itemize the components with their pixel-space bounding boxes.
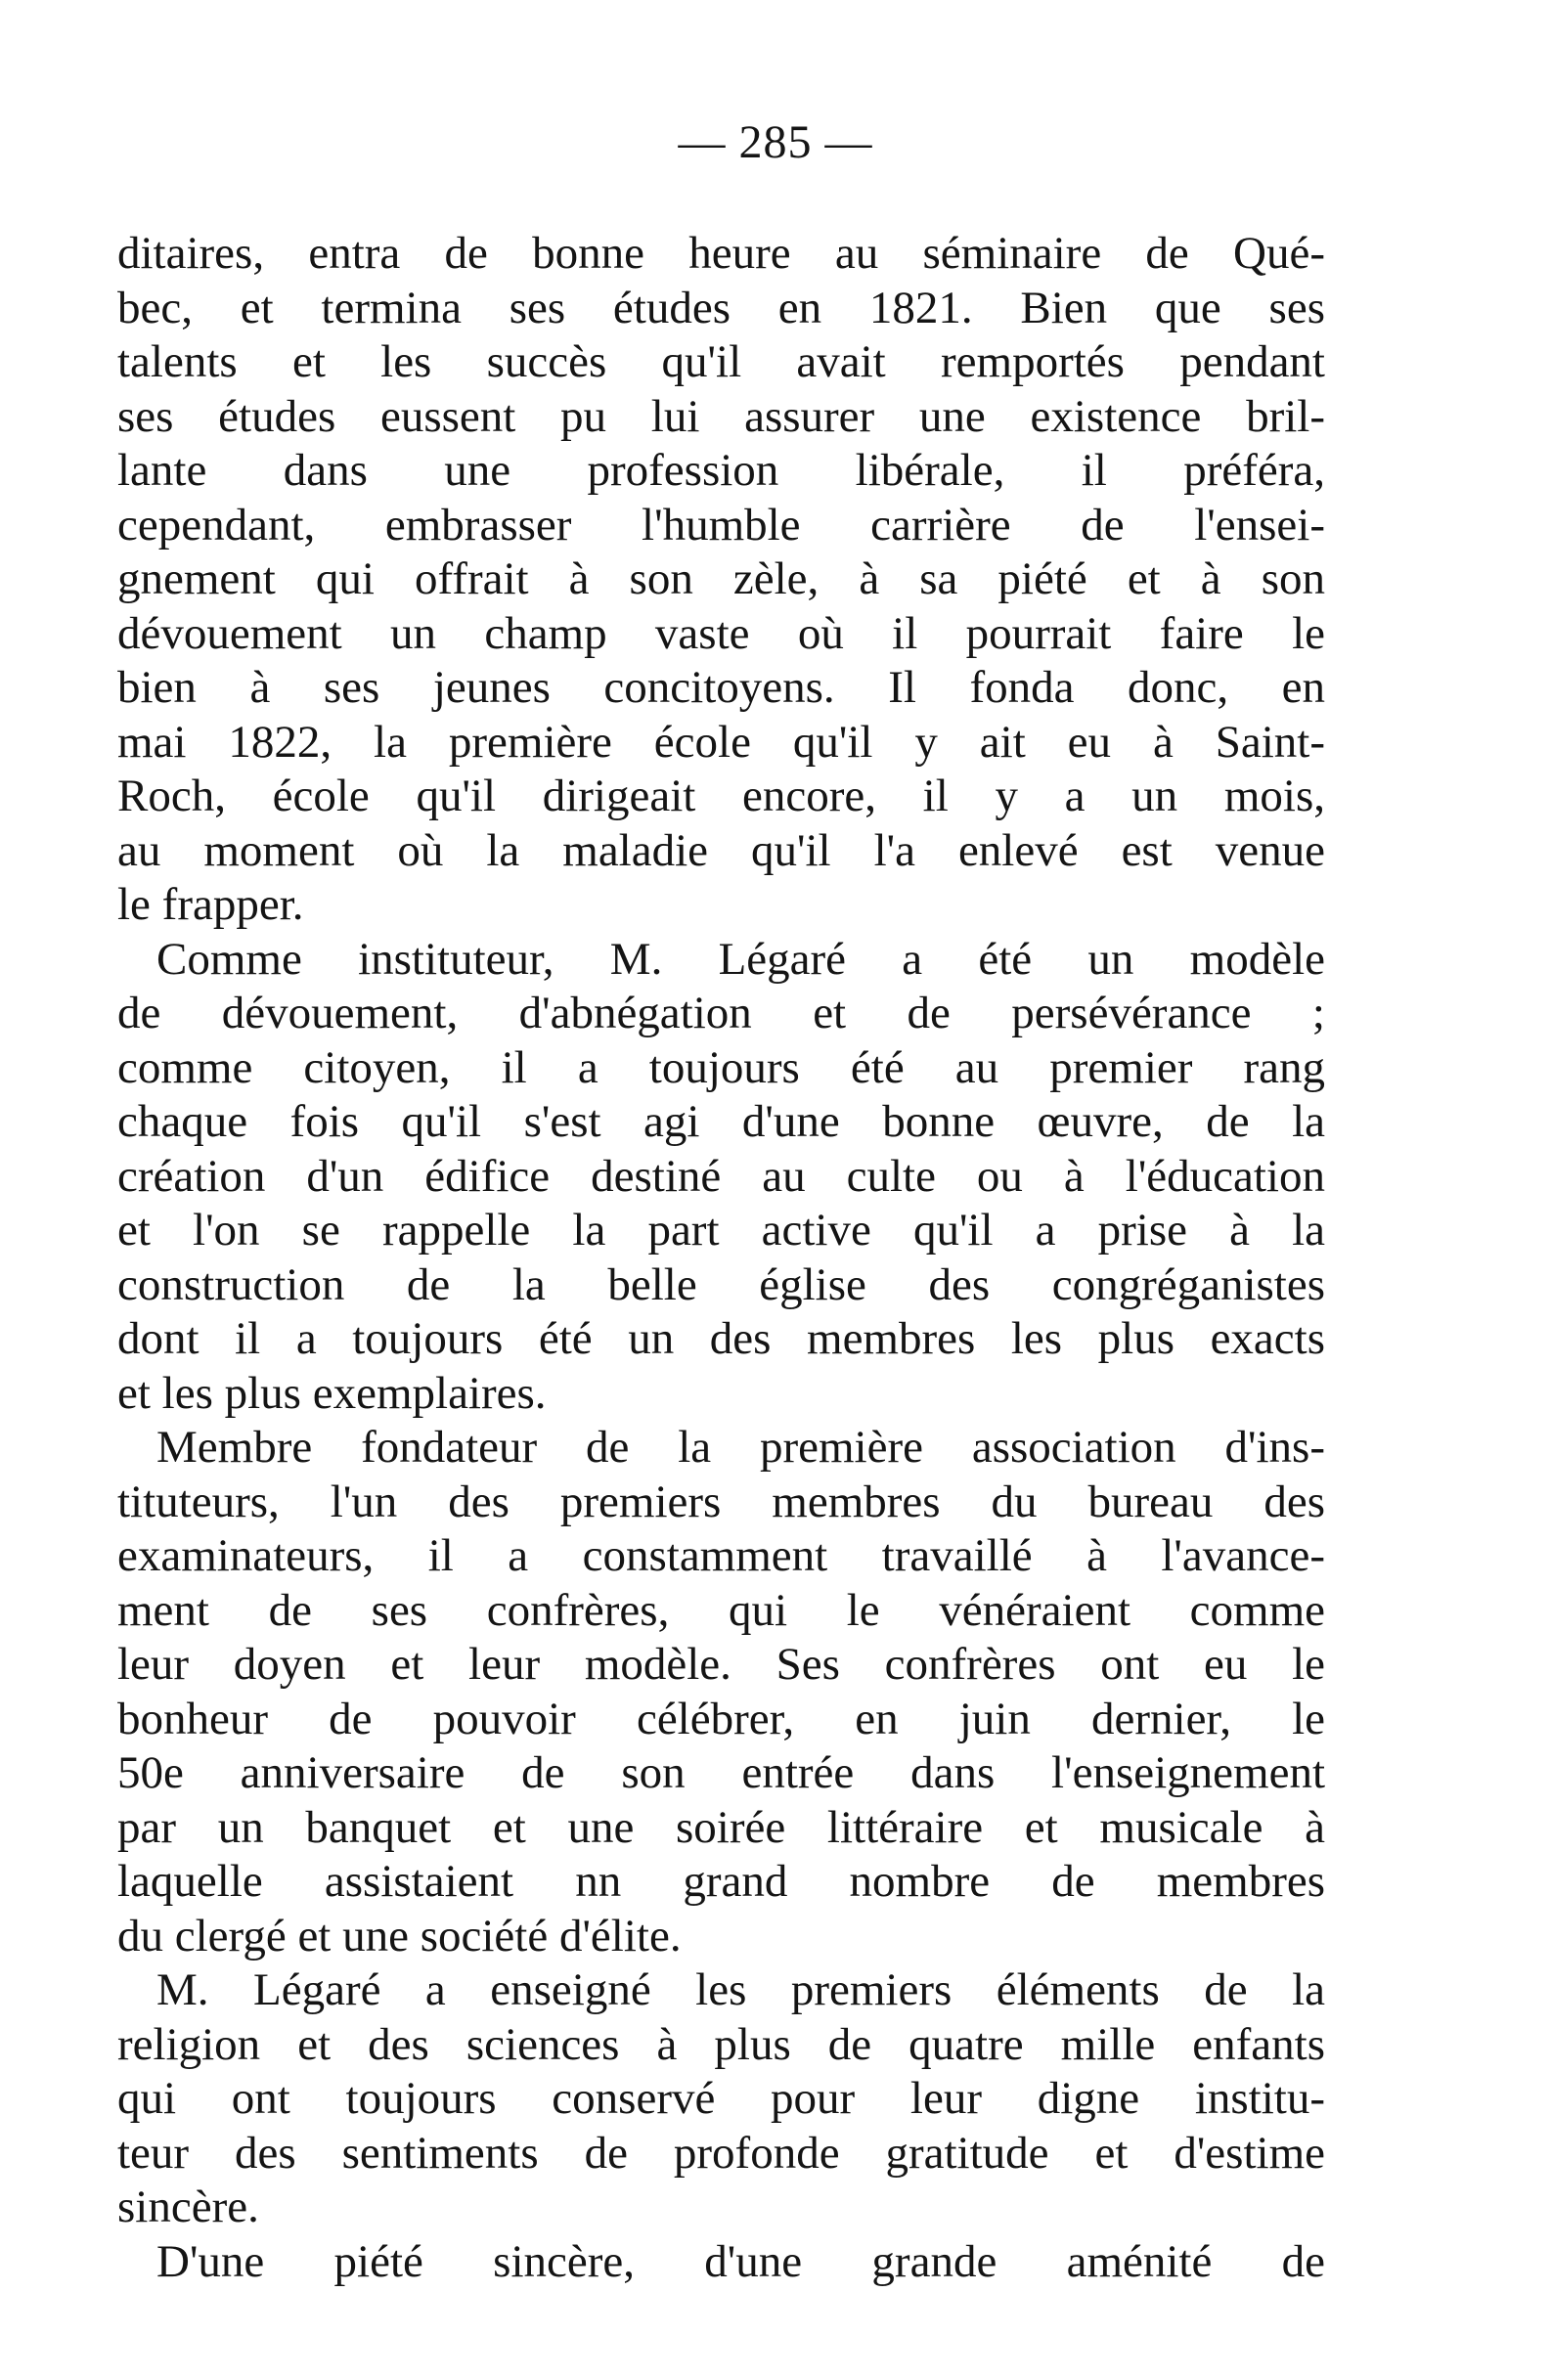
text-line: chaque fois qu'il s'est agi d'une bonne œuvre, de la [117,1096,1325,1147]
text-line: et l'on se rappelle la part active qu'il a prise à la [117,1205,1325,1256]
text-line: talents et les succès qu'il avait remportés pendant [117,336,1325,387]
text-line: bonheur de pouvoir célébrer, en juin dernier, le [117,1693,1325,1744]
text-line: 50e anniversaire de son entrée dans l'enseignement [117,1747,1325,1798]
paragraph-end-line: le frapper. [117,879,304,930]
paragraph-start-line: Membre fondateur de la première association d'ins- [156,1422,1325,1473]
paragraph-start-line: D'une piété sincère, d'une grande aménité de [156,2235,1325,2287]
text-line: laquelle assistaient nn grand nombre de membres [117,1856,1325,1907]
paragraph-end-line: du clergé et une société d'élite. [117,1910,682,1961]
paragraph-end-line: et les plus exemplaires. [117,1367,547,1419]
text-line: cependant, embrasser l'humble carrière de l'ensei- [117,499,1325,551]
text-line: gnement qui offrait à son zèle, à sa piété et à son [117,553,1325,604]
body-text [117,227,1325,2289]
text-line: bien à ses jeunes concitoyens. Il fonda donc, en [117,662,1325,713]
text-line: tituteurs, l'un des premiers membres du bureau des [117,1476,1325,1527]
text-line: création d'un édifice destiné au culte ou à l'éducation [117,1150,1325,1202]
paragraph-start-line: Comme instituteur, M. Légaré a été un modèle [156,933,1325,985]
text-line: teur des sentiments de profonde gratitude et d'estime [117,2127,1325,2179]
text-line: ditaires, entra de bonne heure au séminaire de Qué- [117,228,1325,279]
text-line: qui ont toujours conservé pour leur digne institu- [117,2073,1325,2124]
text-line: par un banquet et une soirée littéraire et musicale à [117,1801,1325,1853]
text-line: de dévouement, d'abnégation et de persévérance ; [117,988,1325,1038]
text-line: leur doyen et leur modèle. Ses confrères ont eu le [117,1639,1325,1690]
text-line: ses études eussent pu lui assurer une existence bril- [117,390,1325,442]
text-line: au moment où la maladie qu'il l'a enlevé est venue [117,824,1325,876]
paragraph-end-line: sincère. [117,2182,259,2232]
text-line: comme citoyen, il a toujours été au premier rang [117,1041,1325,1093]
text-line: construction de la belle église des congréganistes [117,1258,1325,1310]
text-line: mai 1822, la première école qu'il y ait eu à Saint- [117,716,1325,768]
text-line: dévouement un champ vaste où il pourrait faire le [117,607,1325,659]
text-line: ment de ses confrères, qui le vénéraient comme [117,1584,1325,1636]
text-line: examinateurs, il a constamment travaillé à l'avance- [117,1530,1325,1581]
text-line: lante dans une profession libérale, il préféra, [117,445,1325,496]
text-line: dont il a toujours été un des membres les plus exacts [117,1313,1325,1364]
page-number: — 285 — [678,116,873,168]
paragraph-start-line: M. Légaré a enseigné les premiers éléments de la [156,1964,1325,2015]
text-line: Roch, école qu'il dirigeait encore, il y a un mois, [117,771,1325,821]
text-line: religion et des sciences à plus de quatre mille enfants [117,2018,1325,2070]
text-line: bec, et termina ses études en 1821. Bien que ses [117,282,1325,333]
